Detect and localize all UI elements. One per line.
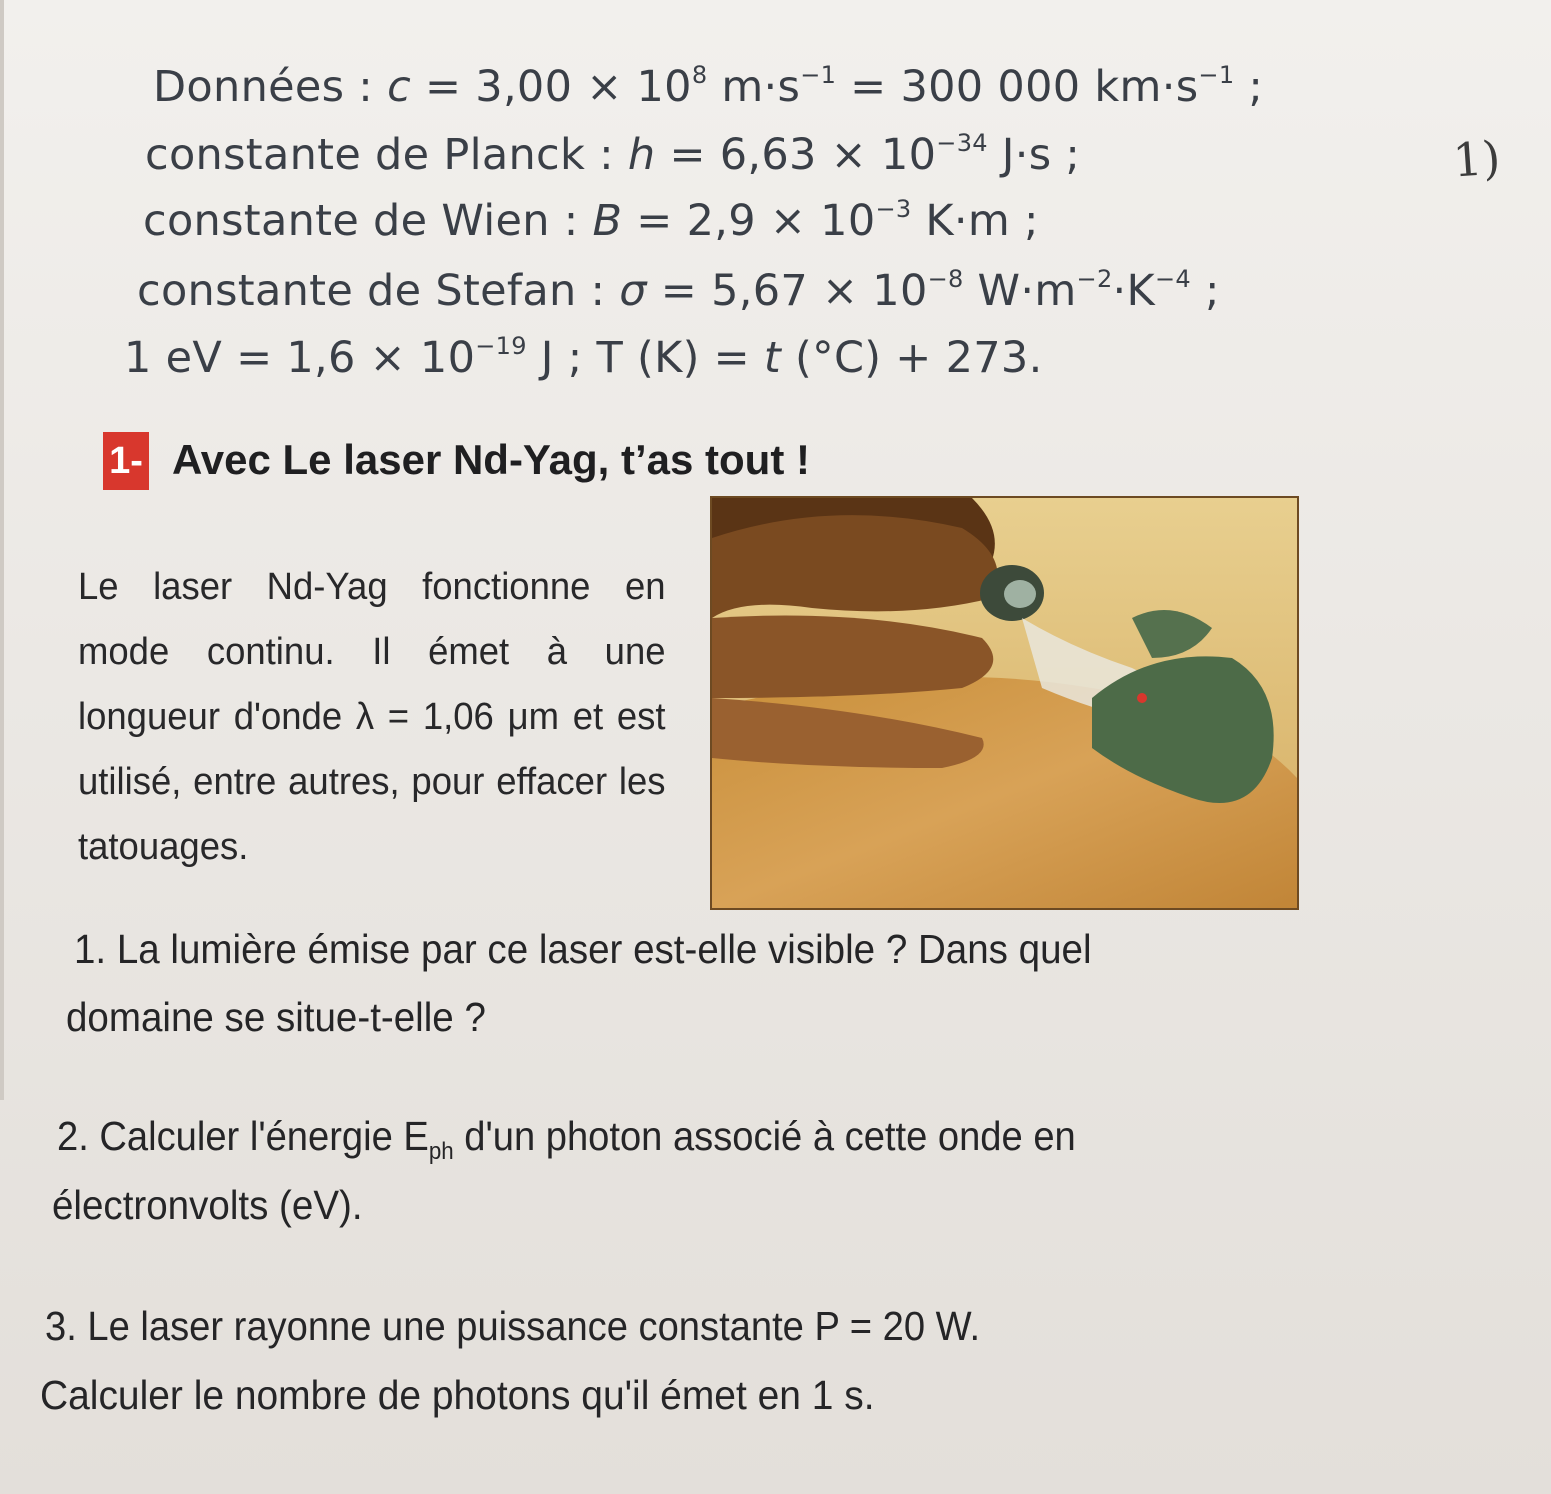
value: 1 eV = 1,6 × 10 <box>124 333 476 383</box>
value: (°C) + 273. <box>781 333 1043 383</box>
value: = 6,63 × 10 <box>655 130 937 180</box>
exponent: −2 <box>1076 265 1113 293</box>
data-line-wien <box>143 196 1039 246</box>
page-edge-line <box>0 0 4 1100</box>
punctuation: ; <box>1190 266 1220 316</box>
exponent: 8 <box>691 61 708 89</box>
exponent: −19 <box>475 332 527 360</box>
data-line-ev-and-kelvin <box>124 333 1043 383</box>
value: = 3,00 × 10 <box>411 62 692 112</box>
photo-illustration <box>712 498 1297 908</box>
exponent: −1 <box>800 61 837 89</box>
exponent: −34 <box>936 129 988 157</box>
question-text: d'un photon associé à cette onde en <box>453 1113 1076 1159</box>
subscript: ph <box>428 1138 454 1166</box>
question-text: 2. Calculer l'énergie E <box>57 1113 429 1159</box>
unit: J·s ; <box>987 130 1081 180</box>
laser-tattoo-photo <box>710 496 1299 910</box>
data-line-planck <box>145 130 1080 180</box>
symbol-t: t <box>763 333 782 383</box>
data-line-stefan <box>137 266 1220 316</box>
exercise-title: Avec Le laser Nd-Yag, t’as tout ! <box>172 436 810 483</box>
data-label: constante de Wien : <box>143 196 593 246</box>
value: = 5,67 × 10 <box>646 266 928 316</box>
exercise-number-badge: 1- <box>103 432 149 490</box>
exponent: −8 <box>927 265 964 293</box>
unit: ·K <box>1112 266 1155 316</box>
value: J ; T (K) = <box>526 333 764 383</box>
exponent: −1 <box>1198 61 1235 89</box>
exercise-intro-text: Le laser Nd-Yag fonctionne en mode continu. Il émet à une longueur d'onde λ = 1,06 μm et est utilisé, entre autres, pour effacer les tatouages. <box>78 566 666 868</box>
unit: W·m <box>963 266 1077 316</box>
question-2-line-2: électronvolts (eV). <box>52 1182 363 1228</box>
handwritten-note: 1) <box>1451 130 1503 188</box>
data-line-speed-of-light <box>153 62 1263 112</box>
question-2-line-1 <box>57 1113 1076 1166</box>
symbol-sigma: σ <box>619 266 647 316</box>
question-1-line-1: 1. La lumière émise par ce laser est-elle visible ? Dans quel <box>74 926 1092 972</box>
symbol-c: c <box>387 62 412 112</box>
question-3-line-1: 3. Le laser rayonne une puissance constante P = 20 W. <box>45 1303 981 1349</box>
unit: m·s <box>707 62 801 112</box>
symbol-b: B <box>592 196 623 246</box>
value: = 2,9 × 10 <box>622 196 876 246</box>
data-label: constante de Stefan : <box>137 266 620 316</box>
punctuation: ; <box>1234 62 1264 112</box>
symbol-h: h <box>627 130 656 180</box>
data-label: constante de Planck : <box>145 130 628 180</box>
question-3-line-2: Calculer le nombre de photons qu'il émet en 1 s. <box>40 1372 875 1418</box>
unit: K·m ; <box>911 196 1039 246</box>
exponent: −3 <box>875 195 912 223</box>
data-label: Données : <box>153 62 374 112</box>
question-1-line-2: domaine se situe-t-elle ? <box>66 994 486 1040</box>
exponent: −4 <box>1155 265 1191 293</box>
value: = 300 000 km·s <box>836 62 1199 112</box>
